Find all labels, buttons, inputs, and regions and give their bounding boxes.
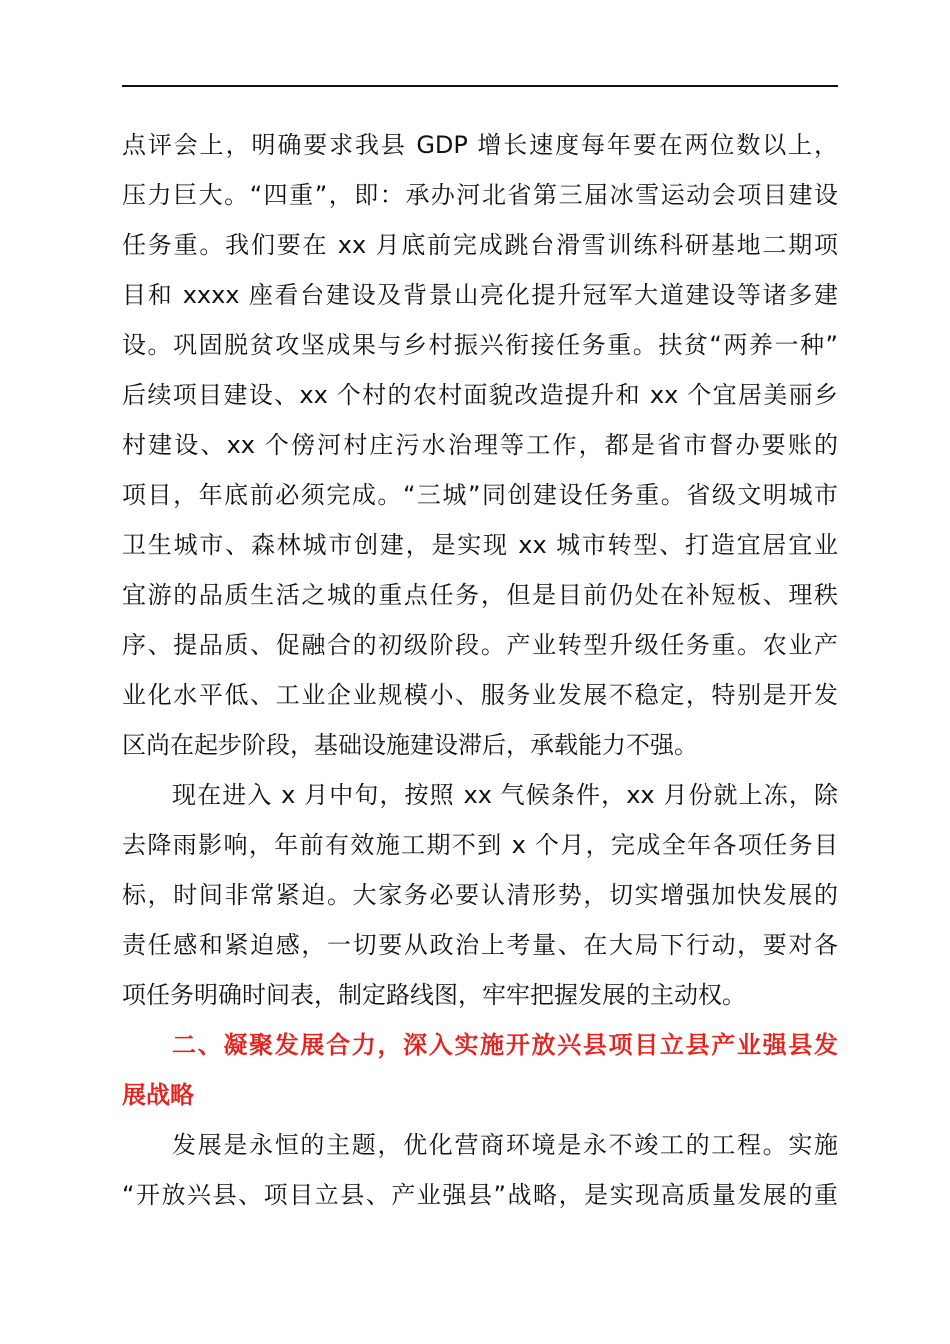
text-line: 项目，年底前必须完成。“三城”同创建设任务重。省级文明城市: [122, 481, 838, 509]
text-line: 村建设、xx 个傍河村庄污水治理等工作，都是省市督办要账的: [122, 431, 838, 459]
text-line: 项任务明确时间表，制定路线图，牢牢把握发展的主动权。: [122, 981, 746, 1009]
text-line: 现在进入 x 月中旬，按照 xx 气候条件，xx 月份就上冻，除: [172, 781, 838, 809]
text-line: 区尚在起步阶段，基础设施建设滞后，承载能力不强。: [122, 731, 698, 759]
text-line: 卫生城市、森林城市创建，是实现 xx 城市转型、打造宜居宜业: [122, 531, 838, 559]
paragraph: [122, 1120, 838, 1220]
text-line: 点评会上，明确要求我县 GDP 增长速度每年要在两位数以上，: [122, 131, 838, 159]
paragraph: [122, 120, 838, 770]
text-line: 后续项目建设、xx 个村的农村面貌改造提升和 xx 个宜居美丽乡: [122, 381, 838, 409]
text-line: 设。巩固脱贫攻坚成果与乡村振兴衔接任务重。扶贫“两养一种”: [122, 331, 838, 359]
text-line: 标，时间非常紧迫。大家务必要认清形势，切实增强加快发展的: [122, 881, 838, 909]
heading-line: 展战略: [122, 1081, 194, 1109]
text-line: “开放兴县、项目立县、产业强县”战略，是实现高质量发展的重: [122, 1181, 838, 1209]
document-body: [122, 120, 838, 1220]
text-line: 目和 xxxx 座看台建设及背景山亮化提升冠军大道建设等诸多建: [122, 281, 838, 309]
heading-line: 二、凝聚发展合力，深入实施开放兴县项目立县产业强县发: [172, 1031, 838, 1059]
text-line: 发展是永恒的主题，优化营商环境是永不竣工的工程。实施: [172, 1131, 838, 1159]
text-line: 压力巨大。“四重”，即：承办河北省第三届冰雪运动会项目建设: [122, 181, 838, 209]
text-line: 序、提品质、促融合的初级阶段。产业转型升级任务重。农业产: [122, 631, 838, 659]
paragraph: [122, 770, 838, 1020]
header-rule: [122, 85, 838, 87]
text-line: 宜游的品质生活之城的重点任务，但是目前仍处在补短板、理秩: [122, 581, 838, 609]
text-line: 任务重。我们要在 xx 月底前完成跳台滑雪训练科研基地二期项: [122, 231, 838, 259]
section-heading: [122, 1020, 838, 1120]
text-line: 业化水平低、工业企业规模小、服务业发展不稳定，特别是开发: [122, 681, 838, 709]
text-line: 责任感和紧迫感，一切要从政治上考量、在大局下行动，要对各: [122, 931, 838, 959]
text-line: 去降雨影响，年前有效施工期不到 x 个月，完成全年各项任务目: [122, 831, 838, 859]
